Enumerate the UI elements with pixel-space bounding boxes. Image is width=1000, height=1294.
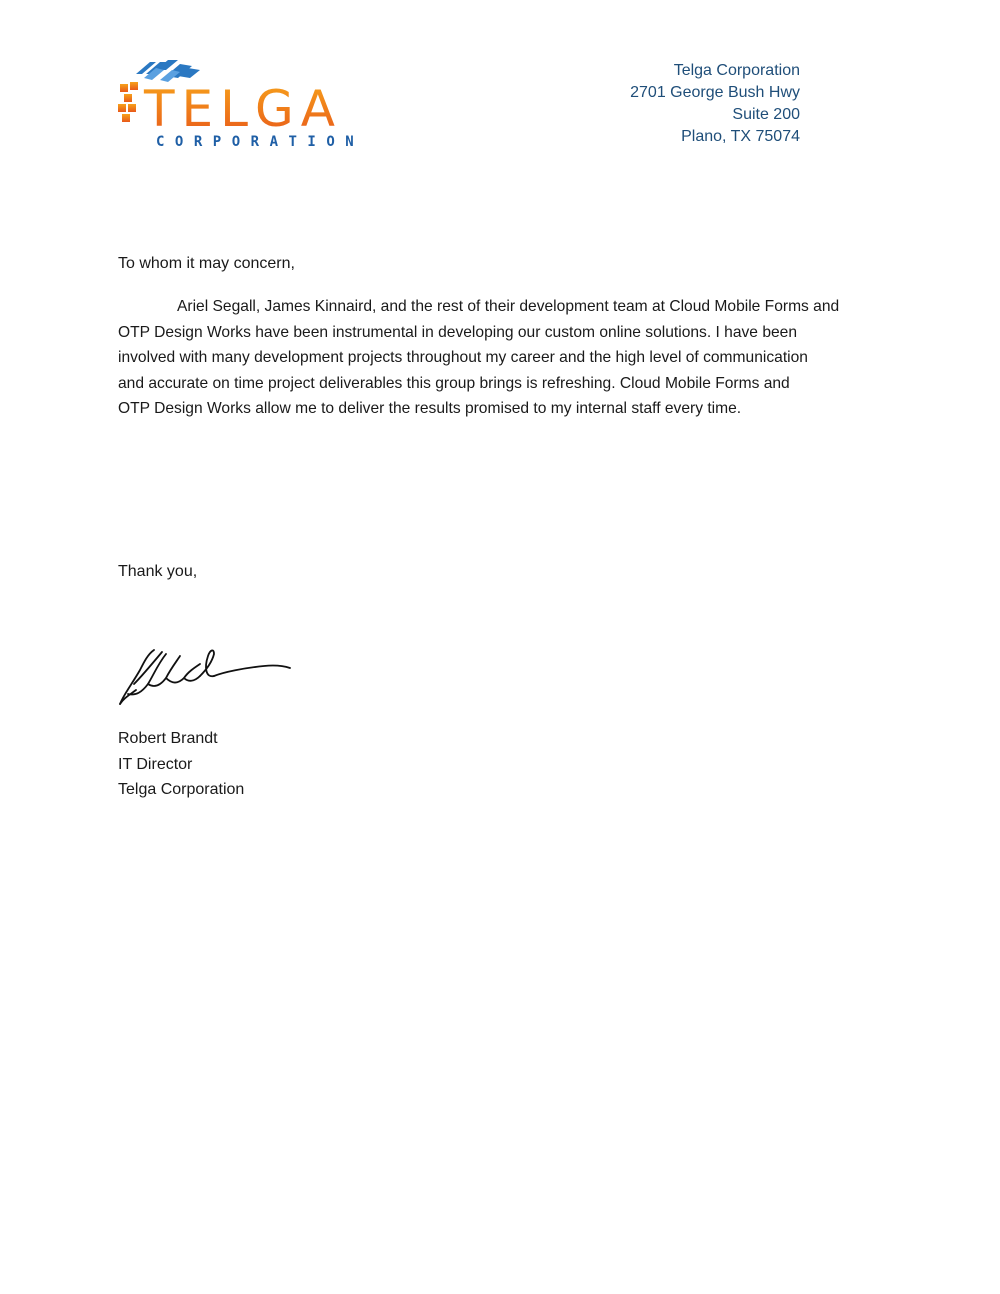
signature-block — [118, 726, 244, 803]
salutation: To whom it may concern, — [118, 255, 295, 272]
signer-company: Telga Corporation — [118, 781, 245, 798]
address-line: Telga Corporation — [673, 62, 800, 79]
body-paragraph — [118, 294, 882, 422]
body-line: OTP Design Works allow me to deliver the results promised to my internal staff every time. — [118, 400, 742, 417]
logo-subtext: CORPORATION — [156, 134, 365, 150]
signer-title: IT Director — [118, 755, 193, 773]
telga-logo — [116, 56, 392, 150]
body-line: OTP Design Works have been instrumental in developing our custom online solutions. I have been — [118, 323, 798, 341]
body-line: and accurate on time project deliverables this group brings is refreshing. Cloud Mobile Forms and — [118, 374, 790, 392]
address-line: 2701 George Bush Hwy — [630, 84, 800, 101]
logo-wordmark: TELGA — [144, 80, 342, 138]
address-line: Plano, TX 75074 — [681, 128, 800, 145]
address-line: Suite 200 — [732, 106, 800, 123]
handwritten-signature — [114, 640, 296, 708]
body-line: Ariel Segall, James Kinnaird, and the rest of their development team at Cloud Mobile Forms and — [177, 298, 840, 315]
body-line: involved with many development projects throughout my career and the high level of communication — [118, 349, 808, 366]
company-address — [630, 60, 800, 148]
closing: Thank you, — [118, 563, 198, 580]
letter-body — [118, 294, 882, 422]
signer-name: Robert Brandt — [118, 730, 218, 747]
